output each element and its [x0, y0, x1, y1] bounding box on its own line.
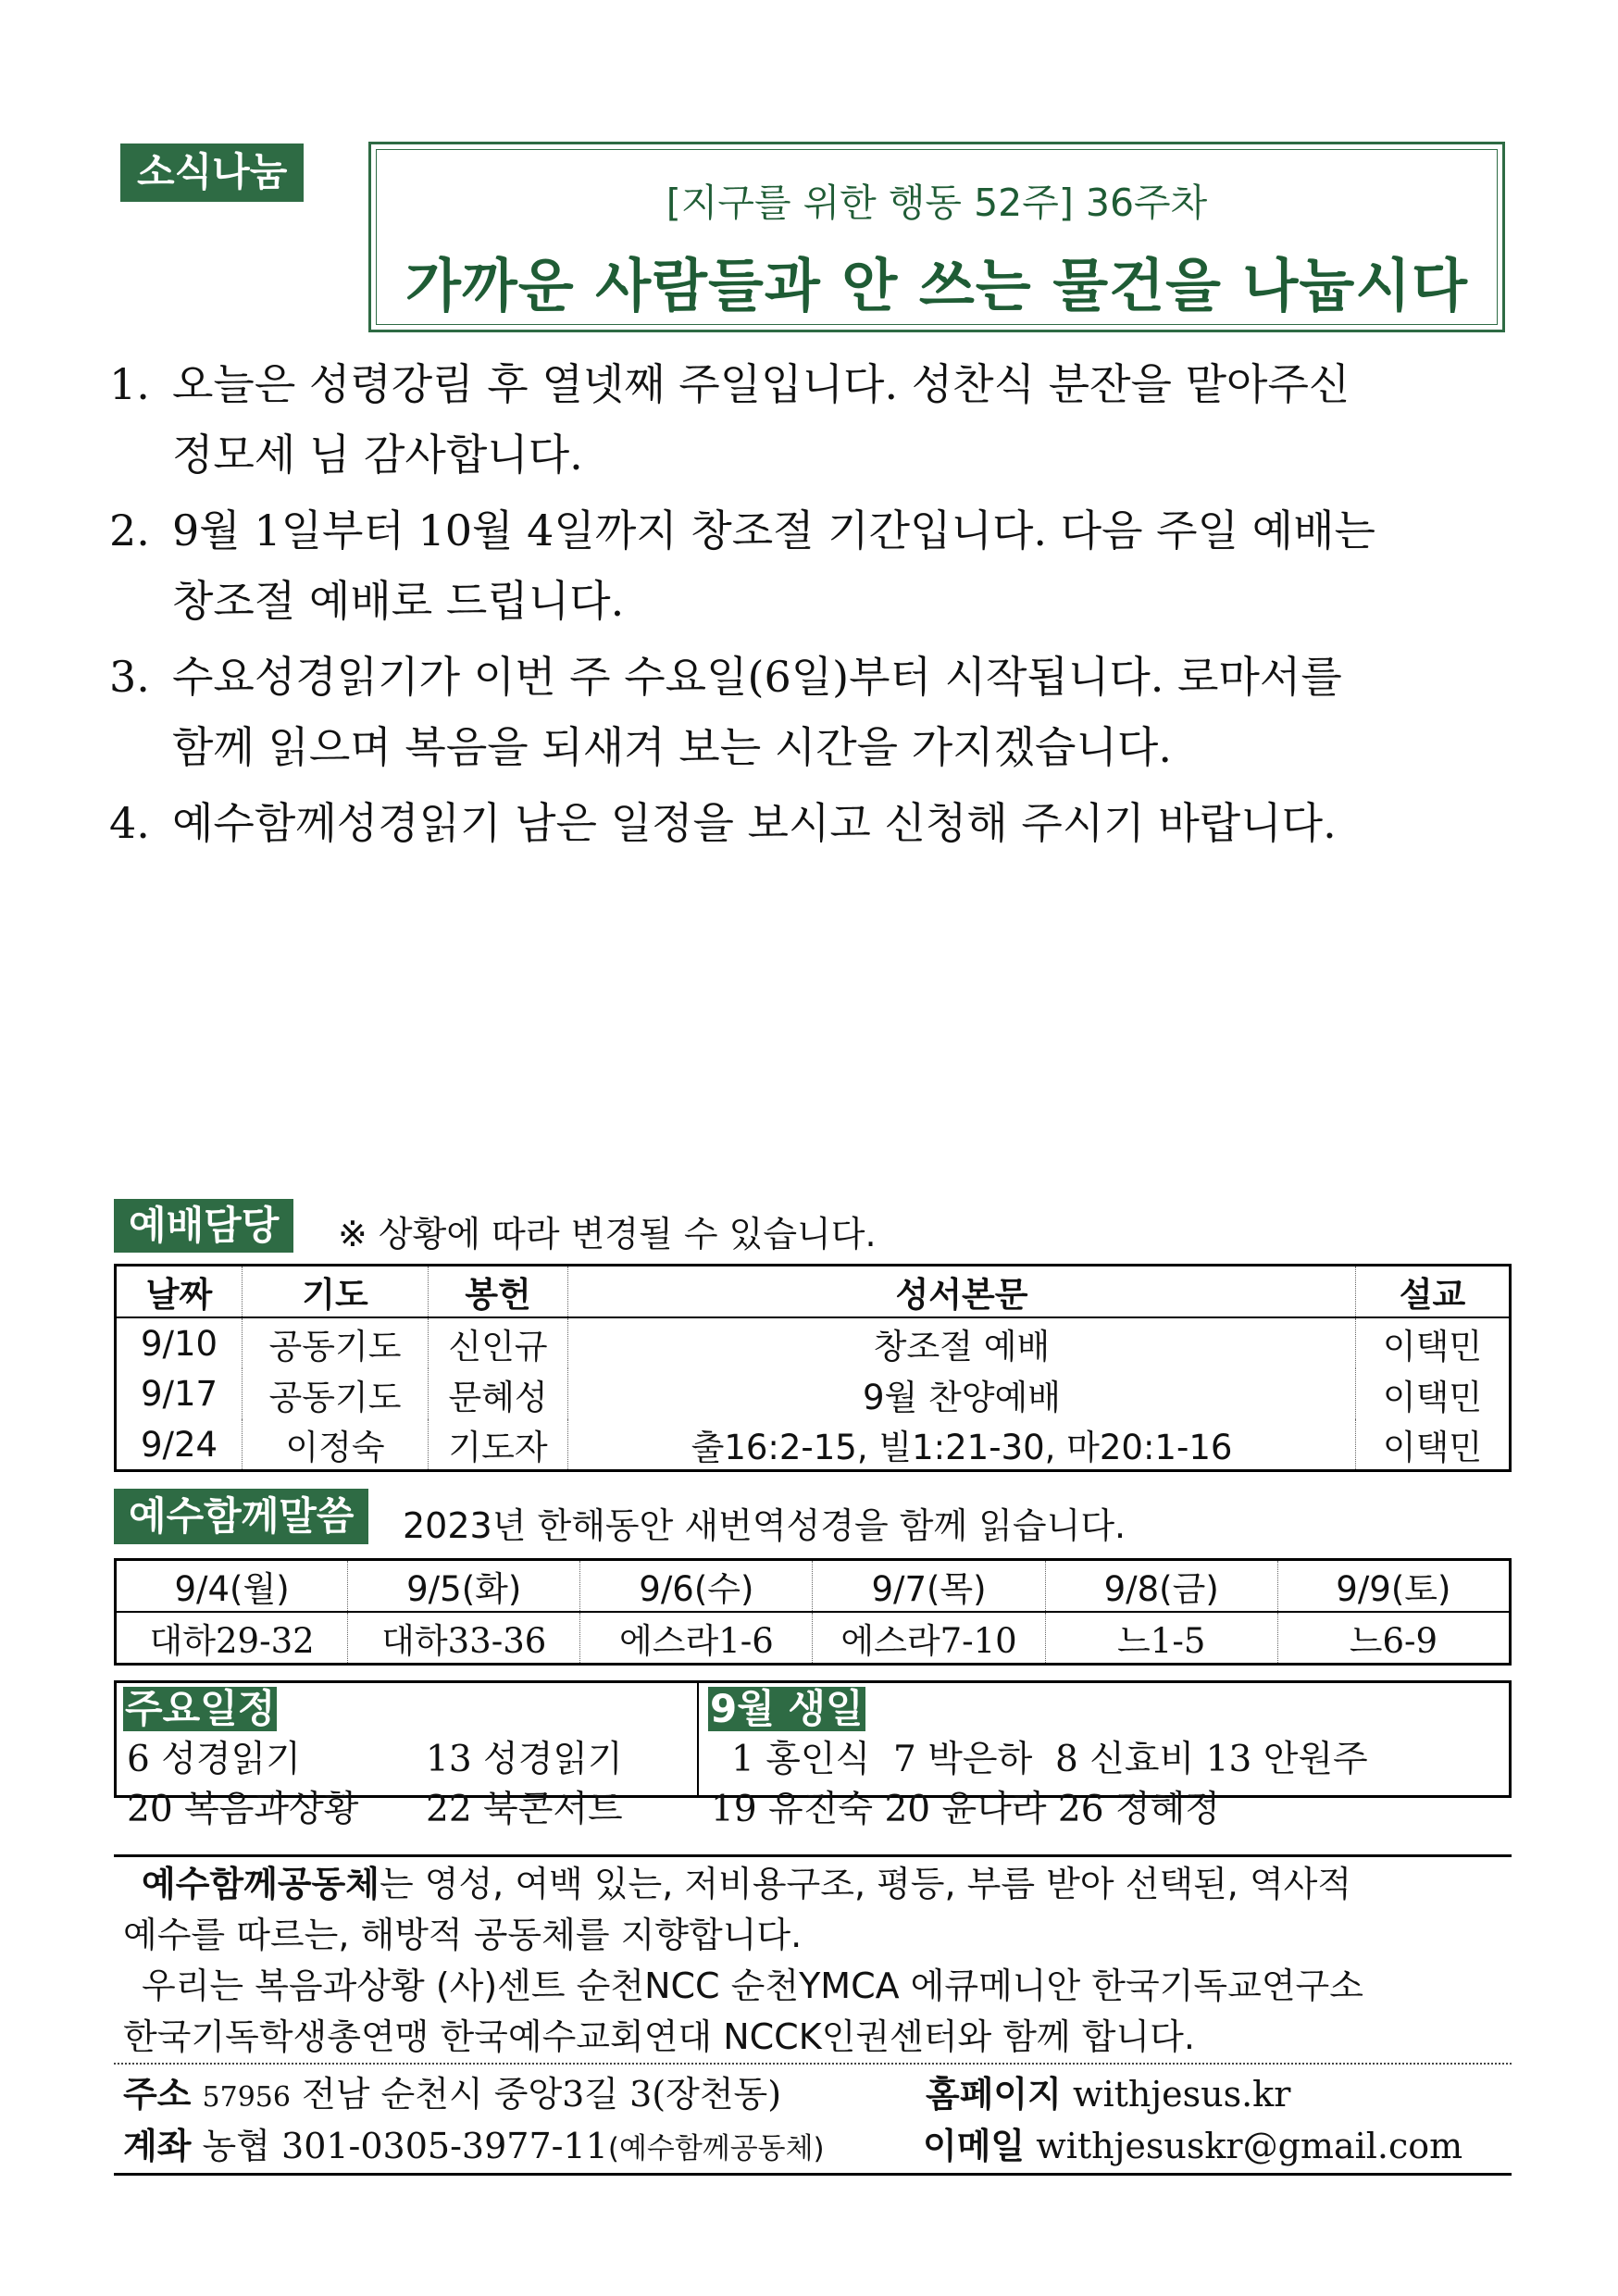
notice-text-continued: 함께 읽으며 복음을 되새겨 보는 시간을 가지겠습니다.	[172, 722, 1172, 772]
partners-line: 우리는 복음과상황 (사)센트 순천NCC 순천YMCA 에큐메니안 한국기독교연구소	[142, 1965, 1363, 2006]
schedule-entry: 6 성경읽기	[127, 1739, 301, 1780]
book-cell: 대하29-32	[116, 1612, 348, 1665]
table-cell: 9/24	[116, 1419, 243, 1471]
birthday-title: 9월 생일	[710, 1686, 864, 1731]
table-cell: 이택민	[1382, 1428, 1483, 1467]
day-cell: 9/8(금)	[1045, 1560, 1277, 1613]
email-label: 이메일	[923, 2126, 1026, 2166]
account-line	[123, 2120, 825, 2175]
column-header: 성서본문	[568, 1266, 1356, 1318]
day-cell: 9/4(월)	[116, 1560, 348, 1613]
table-row	[116, 1317, 1511, 1368]
table-cell: 신인규	[429, 1317, 568, 1368]
box-divider	[697, 1680, 699, 1798]
book-cell: 대하33-36	[348, 1612, 580, 1665]
account-value: 농협 301-0305-3977-11	[202, 2126, 608, 2166]
account-label: 계좌	[123, 2126, 192, 2166]
book-cell: 에스라7-10	[813, 1612, 1045, 1665]
notice-item	[109, 349, 1516, 490]
day-cell: 9/7(목)	[813, 1560, 1045, 1613]
email-line	[923, 2120, 1462, 2172]
address-zip: 57956	[202, 2081, 291, 2114]
notice-number: 2.	[109, 505, 150, 555]
book-cell: 느1-5	[1045, 1612, 1277, 1665]
column-header: 기도	[243, 1266, 429, 1318]
table-row	[116, 1612, 1511, 1665]
table-cell: 9월 찬양예배	[568, 1368, 1356, 1419]
table-cell: 이택민	[1382, 1377, 1483, 1417]
dotted-divider	[114, 2063, 1512, 2065]
email-link[interactable]: withjesuskr@gmail.com	[1036, 2126, 1463, 2166]
day-cell: 9/6(수)	[580, 1560, 813, 1613]
column-header: 봉헌	[429, 1266, 568, 1318]
worship-table	[114, 1264, 1512, 1472]
community-statement-text: 는 영성, 여백 있는, 저비용구조, 평등, 부름 받아 선택된, 역사적	[379, 1864, 1352, 1904]
homepage-label: 홈페이지	[926, 2074, 1062, 2115]
community-statement-line: 예수를 따르는, 해방적 공동체를 지향합니다.	[123, 1915, 803, 1955]
theme-subtitle: [지구를 위한 행동 52주] 36주차	[666, 181, 1208, 225]
table-cell: 공동기도	[243, 1317, 429, 1368]
notice-item	[109, 788, 1516, 858]
worship-note: ※ 상황에 따라 변경될 수 있습니다.	[338, 1214, 877, 1254]
birthday-entries: 1 홍인식 7 박은하 8 신효비 13 안원주	[731, 1739, 1368, 1780]
table-cell: 문혜성	[429, 1368, 568, 1419]
table-row	[116, 1368, 1511, 1419]
column-header: 설교	[1356, 1266, 1511, 1318]
account-holder: (예수함께공동체)	[607, 2132, 825, 2165]
reading-section-tag: 예수함께말씀	[114, 1489, 368, 1544]
notice-text: 오늘은 성령강림 후 열넷째 주일입니다. 성찬식 분잔을 맡아주신	[172, 359, 1350, 409]
book-cell: 느6-9	[1349, 1621, 1438, 1661]
notice-text-continued: 창조절 예배로 드립니다.	[172, 576, 625, 626]
notice-number: 1.	[109, 359, 150, 409]
notice-item	[109, 495, 1516, 636]
notice-text: 수요성경읽기가 이번 주 수요일(6일)부터 시작됩니다. 로마서를	[172, 652, 1342, 702]
day-cell: 9/9(토)	[1277, 1560, 1510, 1613]
schedule-title: 주요일정	[125, 1686, 276, 1731]
column-header: 날짜	[116, 1266, 243, 1318]
birthday-entries: 19 유진숙 20 윤나라 26 정혜정	[711, 1789, 1220, 1830]
address-label: 주소	[123, 2074, 192, 2115]
table-header-row	[116, 1266, 1511, 1318]
book-cell: 에스라1-6	[580, 1612, 813, 1665]
table-cell: 9/17	[116, 1368, 243, 1419]
section-rule	[114, 1854, 1512, 1857]
table-cell: 이정숙	[243, 1419, 429, 1471]
worship-section-tag: 예배담당	[114, 1199, 293, 1253]
news-section-tag: 소식나눔	[120, 144, 304, 202]
schedule-entry: 22 북콘서트	[426, 1789, 623, 1830]
table-header-row	[116, 1560, 1511, 1613]
reading-table	[114, 1558, 1512, 1666]
address-line	[123, 2068, 781, 2124]
partners-line: 한국기독학생총연맹 한국예수교회연대 NCCK인권센터와 함께 합니다.	[123, 2016, 1195, 2057]
table-cell: 9/10	[116, 1317, 243, 1368]
day-cell: 9/5(화)	[348, 1560, 580, 1613]
theme-title: 가까운 사람들과 안 쓰는 물건을 나눕시다	[404, 252, 1469, 319]
table-cell: 창조절 예배	[568, 1317, 1356, 1368]
weekly-theme-box	[368, 142, 1505, 332]
reading-note: 2023년 한해동안 새번역성경을 함께 읽습니다.	[403, 1505, 1126, 1546]
notice-number: 4.	[109, 798, 150, 848]
notice-text-continued: 정모세 님 감사합니다.	[172, 430, 583, 480]
table-cell: 출16:2-15, 빌1:21-30, 마20:1-16	[568, 1419, 1356, 1471]
table-cell: 기도자	[429, 1419, 568, 1471]
schedule-entry: 13 성경읽기	[426, 1739, 623, 1780]
homepage-link[interactable]: withjesus.kr	[1072, 2074, 1291, 2115]
table-cell: 공동기도	[243, 1368, 429, 1419]
notice-number: 3.	[109, 652, 150, 702]
section-rule	[114, 2173, 1512, 2176]
homepage-line	[926, 2068, 1290, 2120]
notice-text: 예수함께성경읽기 남은 일정을 보시고 신청해 주시기 바랍니다.	[172, 798, 1337, 848]
address-value: 전남 순천시 중앙3길 3(장천동)	[302, 2074, 782, 2115]
notice-item	[109, 642, 1516, 782]
schedule-entry: 20 복음과상황	[127, 1789, 359, 1830]
notice-text: 9월 1일부터 10월 4일까지 창조절 기간입니다. 다음 주일 예배는	[172, 505, 1375, 555]
table-cell: 이택민	[1382, 1327, 1483, 1366]
table-row	[116, 1419, 1511, 1471]
community-name: 예수함께공동체	[142, 1864, 380, 1904]
community-statement	[142, 1859, 1351, 1910]
